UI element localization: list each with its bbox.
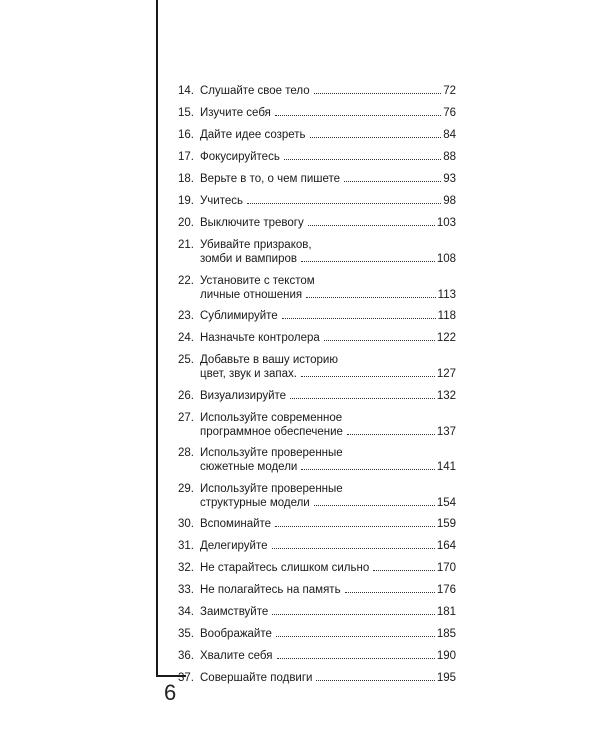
toc-entry-number: 16. xyxy=(178,129,194,141)
toc-entry-page: 103 xyxy=(436,217,456,229)
toc-entry-page: 190 xyxy=(436,650,456,662)
toc-entry-row xyxy=(178,389,456,403)
toc-entry-row xyxy=(178,128,456,142)
toc-entry-number: 36. xyxy=(178,650,194,662)
dot-leader xyxy=(277,658,435,659)
toc-entry-title: цвет, звук и запах. xyxy=(200,368,297,380)
toc-entry-row xyxy=(178,460,456,474)
toc-entry-row xyxy=(178,583,456,597)
toc-entry-number: 18. xyxy=(178,173,194,185)
toc-entry-page: 93 xyxy=(443,173,456,185)
toc-entry-page: 118 xyxy=(437,310,456,322)
toc-entry xyxy=(178,517,456,531)
dot-leader xyxy=(373,570,435,571)
toc-entry-page: 88 xyxy=(443,151,456,163)
toc-entry-number: 14. xyxy=(178,85,194,97)
toc-entry-row xyxy=(178,150,456,164)
toc-entry-title: Учитесь xyxy=(200,195,243,207)
toc-entry xyxy=(178,583,456,597)
toc-entry-page: 137 xyxy=(436,425,456,438)
toc-entry-row-first xyxy=(178,482,456,496)
toc-entry-title-line1: Используйте проверенные xyxy=(200,447,343,459)
toc-entry-title: Делегируйте xyxy=(200,540,268,552)
toc-entry-number: 19. xyxy=(178,195,194,207)
toc-entry-title: Фокусируйтесь xyxy=(200,151,280,163)
toc-entry-title: личные отношения xyxy=(200,288,303,301)
toc-entry-number: 29. xyxy=(178,482,194,495)
toc-entry-page: 141 xyxy=(436,461,456,473)
toc-entry xyxy=(178,411,456,439)
toc-entry-number: 30. xyxy=(178,518,194,530)
toc-entry xyxy=(178,446,456,474)
toc-entry-title: структурные модели xyxy=(200,496,310,509)
toc-entry-page: 176 xyxy=(436,584,456,596)
toc-entry-page: 98 xyxy=(443,195,456,207)
toc-entry-number: 33. xyxy=(178,584,194,596)
toc-entry xyxy=(178,605,456,619)
toc-entry-number: 21. xyxy=(178,239,194,251)
toc-entry-row-first xyxy=(178,353,456,367)
toc-entry-row xyxy=(178,172,456,186)
toc-entry-title: сюжетные модели xyxy=(200,461,298,473)
toc-entry-page: 159 xyxy=(436,518,456,530)
dot-leader xyxy=(290,398,435,399)
toc-entry-title: Хвалите себя xyxy=(200,650,273,662)
toc-entry-number: 20. xyxy=(178,217,194,229)
toc-entry xyxy=(178,194,456,208)
toc-entry xyxy=(178,238,456,266)
dot-leader xyxy=(275,526,435,527)
toc-entry-row-first xyxy=(178,446,456,460)
toc-entry-title: Выключите тревогу xyxy=(200,217,304,229)
toc-entry-row xyxy=(178,605,456,619)
toc-entry-page: 170 xyxy=(436,562,456,574)
toc-entry-row xyxy=(178,252,456,266)
toc-entry xyxy=(178,353,456,381)
toc-entry xyxy=(178,216,456,230)
toc-entry-row xyxy=(178,84,456,98)
toc-entry-row xyxy=(178,425,456,439)
toc-entry-title: Назначьте контролера xyxy=(200,332,320,344)
toc-entry-row xyxy=(178,496,456,510)
toc-entry xyxy=(178,150,456,164)
dot-leader xyxy=(284,159,441,160)
toc-entry xyxy=(178,274,456,302)
toc-entry-row xyxy=(178,309,456,323)
toc-entry-title: Дайте идее созреть xyxy=(200,129,306,141)
dot-leader xyxy=(316,680,434,681)
toc-entry xyxy=(178,627,456,641)
toc-entry xyxy=(178,389,456,403)
dot-leader xyxy=(324,340,435,341)
toc-entry xyxy=(178,331,456,345)
toc-entry-number: 34. xyxy=(178,606,194,618)
toc-entry-page: 127 xyxy=(436,368,456,380)
toc-entry-number: 17. xyxy=(178,151,194,163)
toc-entry-number: 31. xyxy=(178,540,194,552)
dot-leader xyxy=(314,93,442,94)
toc-entry-row-first xyxy=(178,238,456,252)
toc-entry-row xyxy=(178,331,456,345)
toc-entry-page: 108 xyxy=(436,253,456,265)
toc-entry-number: 15. xyxy=(178,107,194,119)
toc-entry-title-line1: Добавьте в вашу историю xyxy=(200,354,338,366)
dot-leader xyxy=(282,318,436,319)
toc-entry-row xyxy=(178,627,456,641)
toc-entry xyxy=(178,539,456,553)
toc-entry-page: 154 xyxy=(436,496,456,509)
toc-entry-row xyxy=(178,649,456,663)
toc-entry xyxy=(178,649,456,663)
toc-entry xyxy=(178,671,456,685)
dot-leader xyxy=(275,115,441,116)
toc-entry xyxy=(178,84,456,98)
dot-leader xyxy=(272,548,435,549)
toc-entry-title: Воображайте xyxy=(200,628,272,640)
dot-leader xyxy=(301,376,435,377)
toc-entry-row xyxy=(178,194,456,208)
dot-leader xyxy=(306,297,436,298)
toc-entry-number: 22. xyxy=(178,274,194,287)
dot-leader xyxy=(308,225,435,226)
dot-leader xyxy=(247,203,441,204)
dot-leader xyxy=(310,137,442,138)
dot-leader xyxy=(276,636,435,637)
margin-rule-vertical xyxy=(156,0,158,676)
toc-entry-page: 113 xyxy=(437,288,456,301)
toc-entry-row xyxy=(178,539,456,553)
toc-entry xyxy=(178,106,456,120)
toc-entry xyxy=(178,482,456,510)
dot-leader xyxy=(272,614,435,615)
toc-entry-title: Сублимируйте xyxy=(200,310,278,322)
dot-leader xyxy=(345,592,435,593)
toc-entry-title: Верьте в то, о чем пишете xyxy=(200,173,341,185)
dot-leader xyxy=(314,505,435,506)
toc-entry-number: 23. xyxy=(178,310,194,322)
toc-entry-number: 35. xyxy=(178,628,194,640)
toc-entry-title: Совершайте подвиги xyxy=(200,672,313,684)
toc-entry-title-line1: Установите с текстом xyxy=(200,274,315,287)
toc-entry-title-line1: Убивайте призраков, xyxy=(200,239,312,251)
dot-leader xyxy=(301,261,435,262)
toc-entry-title: зомби и вампиров xyxy=(200,253,297,265)
toc-entry xyxy=(178,172,456,186)
toc-entry-number: 26. xyxy=(178,389,194,402)
toc-entry-title: Не старайтесь слишком сильно xyxy=(200,562,370,574)
toc-entry-row-first xyxy=(178,411,456,425)
toc-entry-title: Вспоминайте xyxy=(200,518,272,530)
toc-entry-page: 72 xyxy=(443,85,456,97)
toc-entry-row xyxy=(178,367,456,381)
toc-entry-number: 25. xyxy=(178,354,194,366)
toc-entry xyxy=(178,561,456,575)
toc-entry-page: 164 xyxy=(436,540,456,552)
toc-entry-title: программное обеспечение xyxy=(200,425,343,438)
toc-entry-row xyxy=(178,671,456,685)
toc-entry-title: Слушайте свое тело xyxy=(200,85,310,97)
toc-entry-title-line1: Используйте проверенные xyxy=(200,482,343,495)
dot-leader xyxy=(344,181,441,182)
toc-entry-row-first xyxy=(178,274,456,288)
toc-entry-row xyxy=(178,216,456,230)
toc-entry-row xyxy=(178,517,456,531)
toc-entry-title: Изучите себя xyxy=(200,107,271,119)
toc-entry-title-line1: Используйте современное xyxy=(200,411,343,424)
toc-entry-row xyxy=(178,288,456,302)
toc-entry-row xyxy=(178,561,456,575)
toc-entry-row xyxy=(178,106,456,120)
toc-entry-page: 122 xyxy=(436,332,456,344)
toc-entry xyxy=(178,128,456,142)
page-number: 6 xyxy=(164,680,177,705)
dot-leader xyxy=(347,434,435,435)
toc-entry-page: 181 xyxy=(436,606,456,618)
toc-entry-number: 37. xyxy=(178,672,194,684)
toc-entry-number: 28. xyxy=(178,447,194,459)
toc-entry xyxy=(178,309,456,323)
toc-entry-page: 76 xyxy=(443,107,456,119)
toc-entry-number: 32. xyxy=(178,562,194,574)
dot-leader xyxy=(301,469,434,470)
toc-entry-title: Визуализируйте xyxy=(200,389,287,402)
toc-entry-page: 195 xyxy=(436,672,456,684)
toc-entry-title: Заимствуйте xyxy=(200,606,269,618)
toc-entry-number: 24. xyxy=(178,332,194,344)
toc-entry-title: Не полагайтесь на память xyxy=(200,584,341,596)
toc-entry-page: 132 xyxy=(436,389,456,402)
toc-entry-page: 185 xyxy=(436,628,456,640)
toc-entry-page: 84 xyxy=(443,129,456,141)
toc-entry-number: 27. xyxy=(178,411,194,424)
